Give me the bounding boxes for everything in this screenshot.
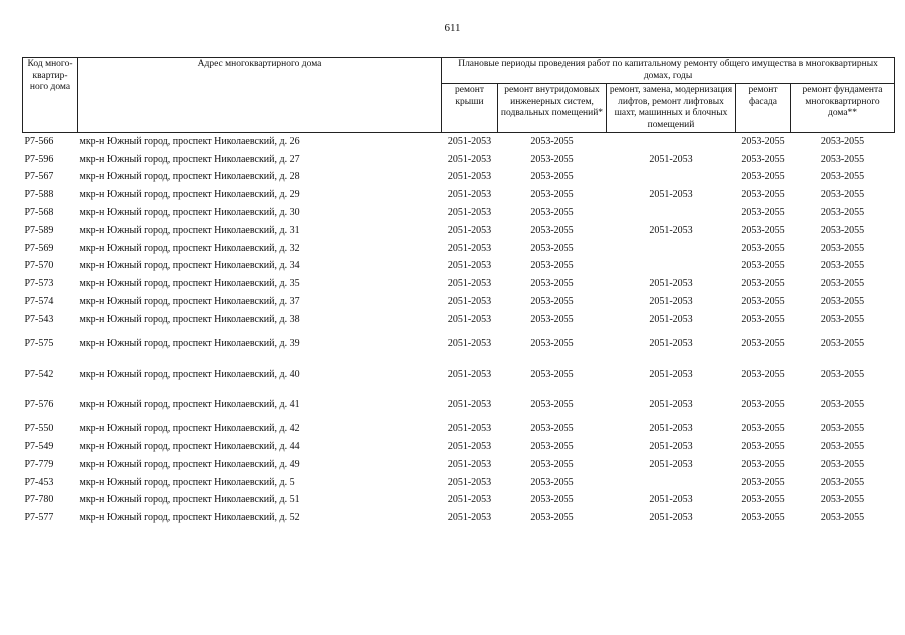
row-lift (607, 240, 736, 258)
row-foundation: 2053-2055 (820, 171, 865, 183)
row-code: P7-589 (24, 224, 54, 236)
table-row (23, 359, 895, 390)
row-systems: 2053-2055 (530, 260, 574, 272)
row-lift: 2051-2053 (649, 458, 693, 470)
table-row (23, 169, 895, 187)
row-facade: 2053-2055 (741, 135, 785, 147)
row-foundation: 2053-2055 (820, 135, 865, 147)
row-code: P7-576 (24, 399, 54, 411)
row-foundation: 2053-2055 (820, 440, 865, 452)
row-foundation: 2053-2055 (820, 242, 865, 254)
header-lift: ремонт, замена, модернизация лифтов, ремонт лифтовых шахт, машинных и блочных помещений (607, 84, 736, 133)
row-systems: 2053-2055 (530, 368, 574, 380)
row-systems: 2053-2055 (530, 224, 574, 236)
row-roof: 2051-2053 (447, 423, 492, 435)
row-systems: 2053-2055 (530, 135, 574, 147)
row-code: P7-570 (24, 260, 54, 272)
row-address: мкр-н Южный город, проспект Николаевский, д. 44 (79, 440, 300, 452)
row-roof: 2051-2053 (447, 153, 492, 165)
row-foundation: 2053-2055 (820, 494, 865, 506)
row-roof: 2051-2053 (447, 260, 492, 272)
row-systems: 2053-2055 (530, 512, 574, 524)
row-roof: 2051-2053 (447, 440, 492, 452)
row-code: P7-453 (24, 476, 54, 488)
row-roof: 2051-2053 (447, 313, 492, 325)
row-systems: 2053-2055 (530, 313, 574, 325)
row-systems: 2053-2055 (530, 476, 574, 488)
row-address: мкр-н Южный город, проспект Николаевский, д. 27 (79, 153, 300, 165)
row-facade: 2053-2055 (741, 458, 785, 470)
row-code: P7-780 (24, 494, 54, 506)
row-code: P7-549 (24, 440, 54, 452)
row-systems: 2053-2055 (530, 440, 574, 452)
row-roof: 2051-2053 (447, 224, 492, 236)
row-lift: 2051-2053 (649, 423, 693, 435)
row-facade: 2053-2055 (741, 153, 785, 165)
table-row (23, 240, 895, 258)
row-roof: 2051-2053 (447, 171, 492, 183)
row-facade: 2053-2055 (741, 260, 785, 272)
header-roof: ремонт крыши (442, 84, 498, 133)
row-address: мкр-н Южный город, проспект Николаевский, д. 30 (79, 207, 300, 219)
row-code: P7-566 (24, 135, 54, 147)
row-address: мкр-н Южный город, проспект Николаевский, д. 51 (79, 494, 300, 506)
table-row (23, 474, 895, 492)
row-address: мкр-н Южный город, проспект Николаевский, д. 35 (79, 278, 300, 290)
row-address: мкр-н Южный город, проспект Николаевский, д. 29 (79, 189, 300, 201)
row-roof: 2051-2053 (447, 494, 492, 506)
row-address: мкр-н Южный город, проспект Николаевский, д. 34 (79, 260, 300, 272)
row-roof: 2051-2053 (447, 476, 492, 488)
header-facade: ремонт фасада (736, 84, 791, 133)
row-roof: 2051-2053 (447, 242, 492, 254)
table-row (23, 420, 895, 438)
row-facade: 2053-2055 (741, 313, 785, 325)
row-facade: 2053-2055 (741, 494, 785, 506)
row-facade: 2053-2055 (741, 242, 785, 254)
table-row (23, 275, 895, 293)
row-foundation: 2053-2055 (820, 338, 865, 350)
row-address: мкр-н Южный город, проспект Николаевский, д. 41 (79, 399, 300, 411)
row-address: мкр-н Южный город, проспект Николаевский, д. 31 (79, 224, 300, 236)
row-roof: 2051-2053 (447, 512, 492, 524)
table-row (23, 390, 895, 421)
row-systems: 2053-2055 (530, 189, 574, 201)
table-row (23, 509, 895, 527)
row-roof: 2051-2053 (447, 399, 492, 411)
row-systems: 2053-2055 (530, 278, 574, 290)
table-row (23, 258, 895, 276)
row-facade: 2053-2055 (741, 399, 785, 411)
row-facade: 2053-2055 (741, 368, 785, 380)
row-code: P7-575 (24, 338, 54, 350)
row-code: P7-567 (24, 171, 54, 183)
row-facade: 2053-2055 (741, 296, 785, 308)
row-systems: 2053-2055 (530, 242, 574, 254)
row-foundation: 2053-2055 (820, 368, 865, 380)
row-address: мкр-н Южный город, проспект Николаевский, д. 49 (79, 458, 300, 470)
row-systems: 2053-2055 (530, 296, 574, 308)
row-lift: 2051-2053 (649, 494, 693, 506)
row-address: мкр-н Южный город, проспект Николаевский, д. 52 (79, 512, 300, 524)
row-lift: 2051-2053 (649, 399, 693, 411)
row-code: P7-577 (24, 512, 54, 524)
row-foundation: 2053-2055 (820, 153, 865, 165)
row-foundation: 2053-2055 (820, 207, 865, 219)
row-address: мкр-н Южный город, проспект Николаевский, д. 42 (79, 423, 300, 435)
row-roof: 2051-2053 (447, 368, 492, 380)
row-code: P7-574 (24, 296, 54, 308)
row-roof: 2051-2053 (447, 135, 492, 147)
row-address: мкр-н Южный город, проспект Николаевский, д. 5 (79, 476, 295, 488)
row-code: P7-542 (24, 368, 54, 380)
table-row (23, 133, 895, 151)
row-roof: 2051-2053 (447, 458, 492, 470)
row-address: мкр-н Южный город, проспект Николаевский, д. 26 (79, 135, 300, 147)
row-lift: 2051-2053 (649, 296, 693, 308)
row-address: мкр-н Южный город, проспект Николаевский, д. 37 (79, 296, 300, 308)
row-roof: 2051-2053 (447, 296, 492, 308)
row-code: P7-568 (24, 207, 54, 219)
row-lift (607, 204, 736, 222)
row-systems: 2053-2055 (530, 171, 574, 183)
row-lift (607, 169, 736, 187)
table-header (23, 58, 895, 133)
row-address: мкр-н Южный город, проспект Николаевский, д. 39 (79, 338, 300, 350)
row-foundation: 2053-2055 (820, 476, 865, 488)
row-code: P7-596 (24, 153, 54, 165)
row-code: P7-588 (24, 189, 54, 201)
row-roof: 2051-2053 (447, 207, 492, 219)
row-facade: 2053-2055 (741, 440, 785, 452)
table-row (23, 204, 895, 222)
row-lift (607, 133, 736, 151)
table-row (23, 222, 895, 240)
row-foundation: 2053-2055 (820, 423, 865, 435)
header-periods: Плановые периоды проведения работ по капитальному ремонту общего имущества в многоквартирных домах, годы (442, 58, 895, 84)
header-foundation: ремонт фундамента многоквартирного дома** (791, 84, 895, 133)
row-systems: 2053-2055 (530, 207, 574, 219)
row-foundation: 2053-2055 (820, 313, 865, 325)
row-foundation: 2053-2055 (820, 399, 865, 411)
row-facade: 2053-2055 (741, 207, 785, 219)
row-lift (607, 258, 736, 276)
row-facade: 2053-2055 (741, 189, 785, 201)
table-row (23, 438, 895, 456)
row-code: P7-779 (24, 458, 54, 470)
header-address: Адрес многоквартирного дома (78, 58, 442, 133)
row-code: P7-569 (24, 242, 54, 254)
capital-repair-schedule-table (22, 57, 895, 527)
row-systems: 2053-2055 (530, 458, 574, 470)
row-address: мкр-н Южный город, проспект Николаевский, д. 38 (79, 313, 300, 325)
row-code: P7-573 (24, 278, 54, 290)
row-lift: 2051-2053 (649, 440, 693, 452)
row-lift: 2051-2053 (649, 189, 693, 201)
row-lift: 2051-2053 (649, 313, 693, 325)
row-foundation: 2053-2055 (820, 512, 865, 524)
row-foundation: 2053-2055 (820, 278, 865, 290)
row-systems: 2053-2055 (530, 399, 574, 411)
row-facade: 2053-2055 (741, 224, 785, 236)
row-roof: 2051-2053 (447, 338, 492, 350)
page-number: 611 (444, 22, 461, 34)
row-foundation: 2053-2055 (820, 296, 865, 308)
row-systems: 2053-2055 (530, 153, 574, 165)
table-row (23, 456, 895, 474)
row-facade: 2053-2055 (741, 338, 785, 350)
row-code: P7-550 (24, 423, 54, 435)
row-lift: 2051-2053 (649, 338, 693, 350)
header-systems: ремонт внутридомовых инженерных систем, подвальных помещений* (498, 84, 607, 133)
row-facade: 2053-2055 (741, 171, 785, 183)
table-row (23, 293, 895, 311)
row-foundation: 2053-2055 (820, 189, 865, 201)
table-row (23, 491, 895, 509)
row-roof: 2051-2053 (447, 278, 492, 290)
row-lift: 2051-2053 (649, 368, 693, 380)
row-lift: 2051-2053 (649, 224, 693, 236)
row-address: мкр-н Южный город, проспект Николаевский, д. 28 (79, 171, 300, 183)
row-foundation: 2053-2055 (820, 260, 865, 272)
row-lift: 2051-2053 (649, 512, 693, 524)
row-facade: 2053-2055 (741, 423, 785, 435)
row-lift (607, 474, 736, 492)
row-systems: 2053-2055 (530, 423, 574, 435)
table-row (23, 151, 895, 169)
row-foundation: 2053-2055 (820, 458, 865, 470)
row-lift: 2051-2053 (649, 278, 693, 290)
row-address: мкр-н Южный город, проспект Николаевский, д. 40 (79, 368, 300, 380)
header-code: Код много-квартир-ного дома (23, 58, 78, 133)
table-row (23, 311, 895, 329)
row-systems: 2053-2055 (530, 338, 574, 350)
row-roof: 2051-2053 (447, 189, 492, 201)
table-row (23, 329, 895, 360)
row-address: мкр-н Южный город, проспект Николаевский, д. 32 (79, 242, 300, 254)
row-code: P7-543 (24, 313, 54, 325)
table-row (23, 186, 895, 204)
row-facade: 2053-2055 (741, 476, 785, 488)
row-lift: 2051-2053 (649, 153, 693, 165)
row-facade: 2053-2055 (741, 278, 785, 290)
table-body (23, 133, 895, 528)
row-systems: 2053-2055 (530, 494, 574, 506)
row-facade: 2053-2055 (741, 512, 785, 524)
row-foundation: 2053-2055 (820, 224, 865, 236)
